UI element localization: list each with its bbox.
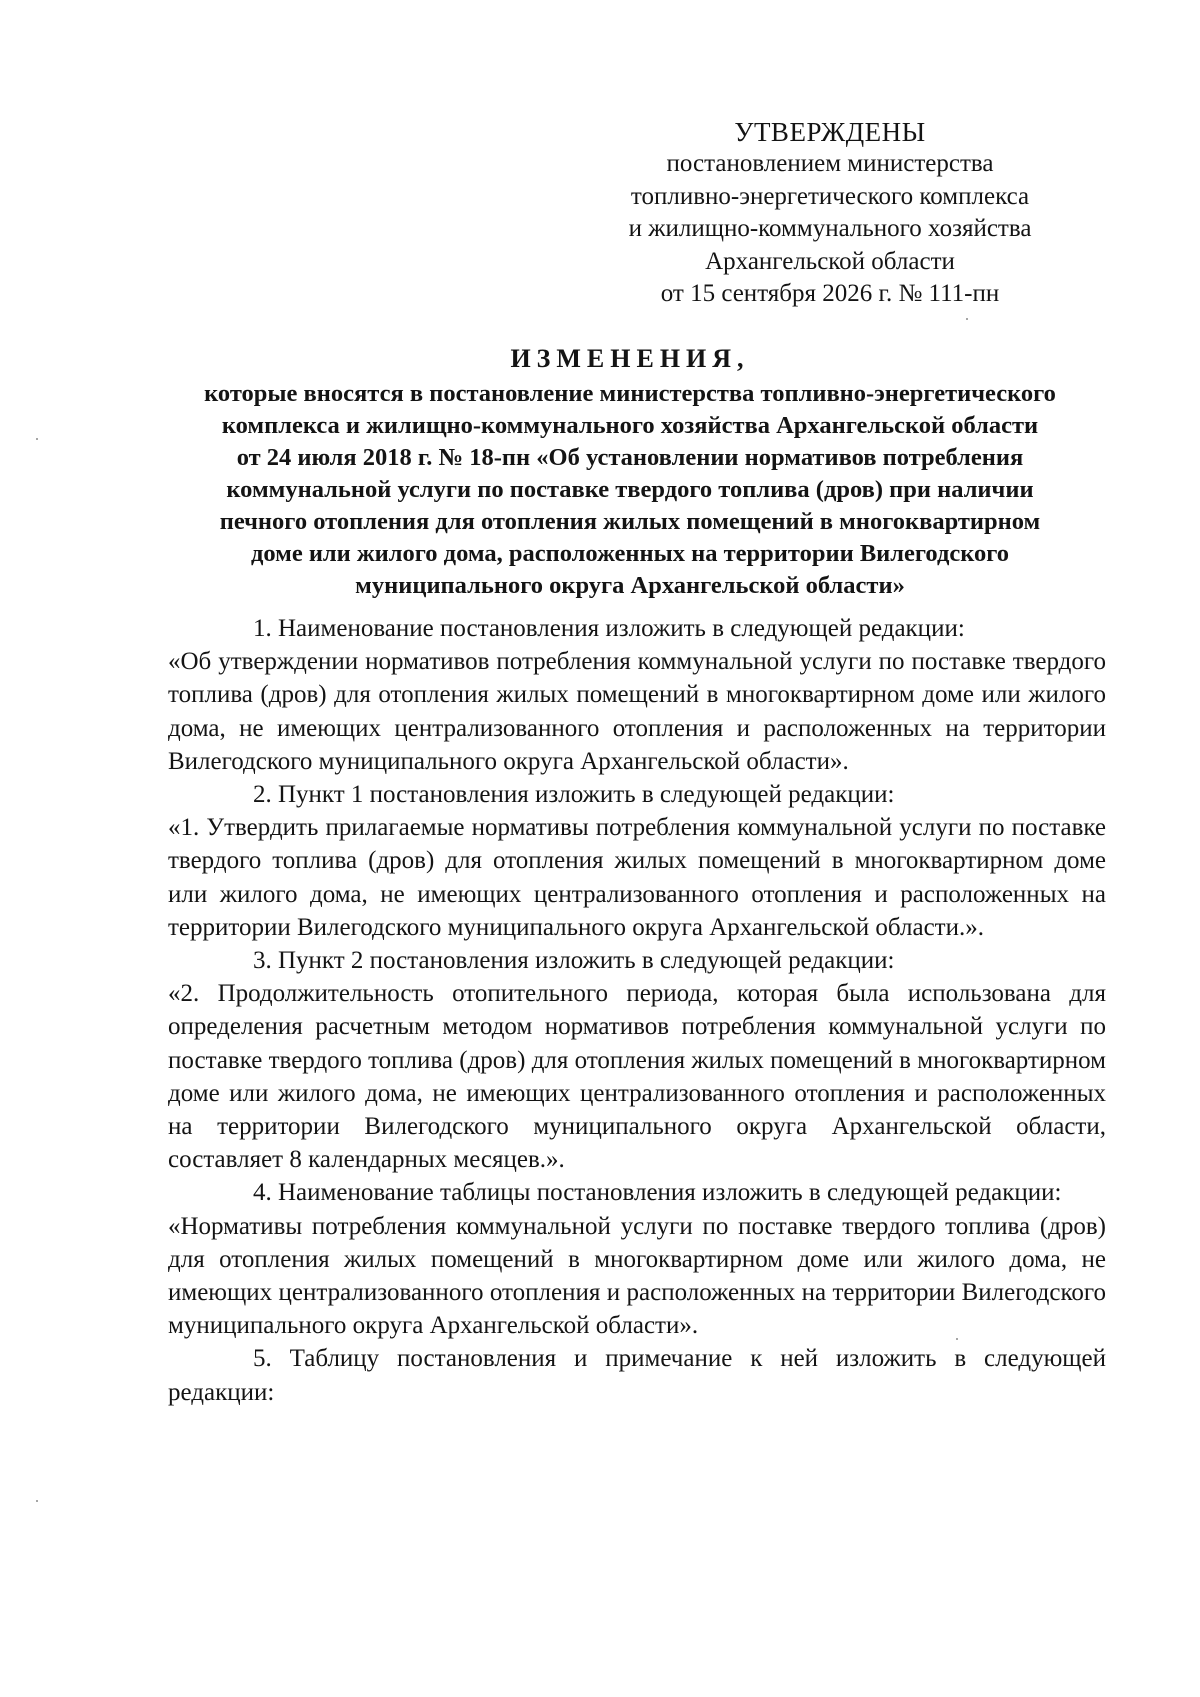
heading-subtitle-line: от 24 июля 2018 г. № 18-пн «Об установлении нормативов потребления [236,444,1024,471]
approval-line: Архангельской области [705,247,955,275]
item-1-heading: 1. Наименование постановления изложить в следующей редакции: [253,615,965,642]
document-heading [160,343,1100,602]
heading-subtitle-line: которые вносятся в постановление министерства топливно-энергетического [204,380,1056,407]
heading-title: ИЗМЕНЕНИЯ, [510,344,750,373]
scan-speck [36,438,38,440]
approval-line: постановлением министерства [666,150,994,178]
item-3-heading: 3. Пункт 2 постановления изложить в следующей редакции: [253,947,895,975]
item-1-text: «Об утверждении нормативов потребления коммунальной услуги по поставке твердого топлива (дров) для отопления жилых помещений в многоквартирном доме или жилого дома, не имеющих централизованного отопления и расположенных на территории Вилегодского муниципального округа Архангельской области». [168,648,1106,775]
scan-speck [956,1338,958,1340]
item-4-heading: 4. Наименование таблицы постановления изложить в следующей редакции: [253,1179,1062,1207]
approval-line: от 15 сентября 2026 г. № 111-пн [660,280,1000,308]
item-3-text: «2. Продолжительность отопительного периода, которая была использована для определения расчетным методом нормативов потребления коммунальной услуги по поставке твердого топлива (дров) для отопления жилых помещений в многоквартирном доме или жилого дома, не имеющих централизованного отопления и расположенных на территории Вилегодского муниципального округа Архангельской области, составляет 8 календарных месяцев.». [168,980,1106,1174]
document-body [168,612,1106,1409]
heading-subtitle-line: печного отопления для отопления жилых помещений в многоквартирном [219,508,1041,535]
heading-subtitle-line: доме или жилого дома, расположенных на территории Вилегодского [250,540,1010,567]
item-4-text: «Нормативы потребления коммунальной услуги по поставке твердого топлива (дров) для отопления жилых помещений в многоквартирном доме или жилого дома, не имеющих централизованного отопления и расположенных на территории Вилегодского муниципального округа Архангельской области». [168,1212,1106,1340]
item-2-heading: 2. Пункт 1 постановления изложить в следующей редакции: [253,781,895,809]
approval-line: и жилищно-коммунального хозяйства [628,215,1032,243]
approval-title: УТВЕРЖДЕНЫ [734,117,926,147]
heading-subtitle-line: муниципального округа Архангельской области» [355,572,905,599]
item-2-text: «1. Утвердить прилагаемые нормативы потребления коммунальной услуги по поставке твердого топлива (дров) для отопления жилых помещений в многоквартирном доме или жилого дома, не имеющих централизованного отопления и расположенных на территории Вилегодского муниципального округа Архангельской области.». [168,814,1106,941]
approval-line: топливно-энергетического комплекса [630,182,1030,210]
approval-block [620,116,1040,310]
item-5-heading: 5. Таблицу постановления и примечание к ней изложить в следующей редакции: [168,1345,1106,1406]
scan-speck [36,1500,38,1502]
scan-speck [966,318,968,320]
heading-subtitle-line: комплекса и жилищно-коммунального хозяйства Архангельской области [221,412,1039,439]
heading-subtitle-line: коммунальной услуги по поставке твердого топлива (дров) при наличии [226,476,1034,503]
